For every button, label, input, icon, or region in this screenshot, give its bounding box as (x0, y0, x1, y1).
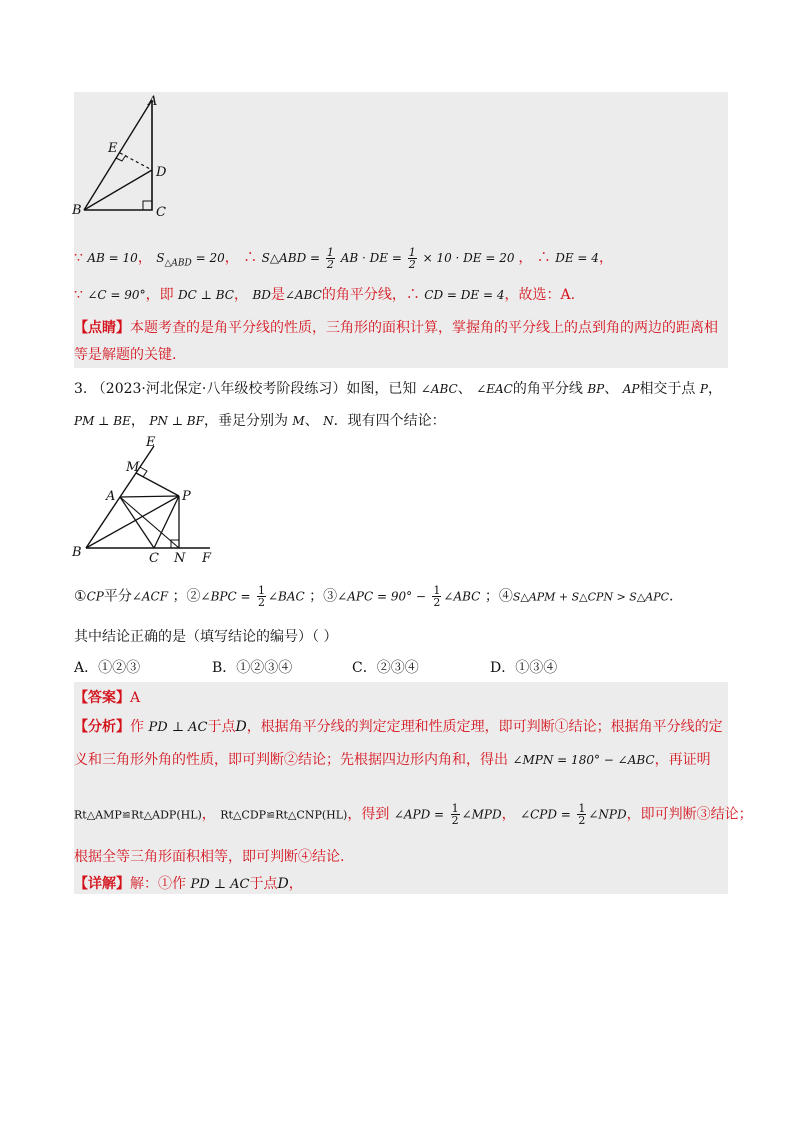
detail-label: 【详解】 (74, 876, 130, 892)
therefore-symbol-2: ∴ (536, 250, 551, 266)
angle-abc: ∠ABC (284, 288, 322, 302)
option-b[interactable]: B．①②③④ (212, 660, 293, 676)
analysis-line-4: 根据全等三角形面积相等，即可判断④结论. (74, 849, 345, 865)
fig2-label-b: B (72, 545, 82, 560)
fig2-label-p: P (182, 489, 191, 504)
area-abd: $S_{\triangle ABD} = 20$ (156, 251, 225, 269)
tip-label: 【点睛】 (74, 320, 130, 336)
fig2-label-m: M (126, 460, 140, 475)
ab-value: AB = 10 (87, 251, 138, 265)
text-choose-a: ，故选：A. (504, 287, 576, 303)
answer-line (74, 688, 734, 708)
answer-value: A (130, 690, 141, 706)
q3-conclusions: ①CP平分∠ACF ；②∠BPC = $\frac{1}{2}$ ∠BAC ；③∠APC = 90° − $\frac{1}{2}$ ∠ABC ；④S△APM + S△CPN > S△APC. (74, 584, 674, 609)
figure-2 (72, 434, 222, 564)
fig1-label-b: B (72, 203, 82, 218)
text-is: 是 (270, 287, 285, 303)
solution-line-2: ∵ ∠C = 90°，即 DC ⊥ BC， BD是∠ABC的角平分线，∴ CD = DE = 4，故选：A. (74, 287, 576, 303)
angle-c: ∠C = 90° (87, 288, 146, 302)
therefore-symbol: ∴ (243, 250, 258, 266)
dc-perp-bc: DC ⊥ BC (178, 288, 234, 302)
de-value: DE = 4 (555, 251, 599, 265)
bd-label: BD (252, 288, 271, 302)
analysis-line-2: 义和三角形外角的性质，即可判断②结论；先根据四边形内角和，得出 ∠MPN = 180° − ∠ABC，再证明 (74, 752, 711, 768)
detail-line: 【详解】解：①作 PD ⊥ AC于点D， (74, 876, 303, 892)
option-c[interactable]: C．②③④ (352, 660, 419, 676)
fig1-label-d: D (156, 165, 167, 180)
solution-line-1: ∵ AB = 10， $S_{\triangle ABD} = 20$， ∴ S△ABD = $\frac{1}{2}$ AB · DE = $\frac{1}{2}$ × 10 · DE = 20 ， ∴ DE = 4， (74, 246, 613, 271)
fig2-label-f: F (202, 551, 212, 566)
tip-text-1: 本题考查的是角平分线的性质，三角形的面积计算，掌握角的平分线上的点到角的两边的距离相 (130, 320, 718, 336)
analysis-line-3: Rt△AMP≌Rt△ADP(HL)， Rt△CDP≌Rt△CNP(HL)，得到 ∠APD = $\frac{1}{2}$ ∠MPD， ∠CPD = $\frac{1}{2}$ ∠NPD，即可判断③结论； (74, 802, 753, 827)
option-d[interactable]: D．①③④ (490, 660, 558, 676)
figure-1 (72, 92, 186, 222)
fig2-label-a: A (106, 489, 116, 504)
fig1-label-a: A (148, 94, 158, 109)
tip-line-2: 等是解题的关键. (74, 347, 177, 363)
therefore-symbol-3: ∴ (405, 287, 420, 303)
q3-question: 其中结论正确的是（填写结论的编号）（ ） (74, 629, 338, 645)
text-bisector: 的角平分线， (321, 287, 406, 303)
text-ie: ，即 (145, 287, 174, 303)
because-symbol: ∵ (74, 250, 83, 266)
fig1-label-e: E (108, 141, 118, 156)
q3-stem-line-1: 3. （2023·河北保定·八年级校考阶段练习）如图，已知 ∠ABC、 ∠EAC的角平分线 BP、 AP相交于点 P， (74, 381, 722, 397)
fig2-label-n: N (174, 551, 186, 566)
cd-de: CD = DE = 4 (424, 288, 505, 302)
analysis-label: 【分析】 (74, 719, 130, 735)
area-formula: S△ABD = $\frac{1}{2}$ AB · DE = $\frac{1}{2}$ × 10 · DE = 20 (261, 246, 515, 271)
answer-label: 【答案】 (74, 690, 130, 706)
fig2-label-e: E (146, 435, 156, 450)
option-a[interactable]: A．①②③ (74, 660, 141, 676)
tip-line-1 (74, 318, 734, 338)
q3-stem-line-2: PM ⊥ BE， PN ⊥ BF，垂足分别为 M、 N．现有四个结论： (74, 413, 446, 429)
analysis-line-1: 【分析】作 PD ⊥ AC于点D，根据角平分线的判定定理和性质定理，即可判断①结论；根据角平分线的定 (74, 719, 723, 735)
because-symbol-2: ∵ (74, 287, 83, 303)
fig1-label-c: C (156, 205, 166, 220)
fig2-label-c: C (149, 551, 159, 566)
